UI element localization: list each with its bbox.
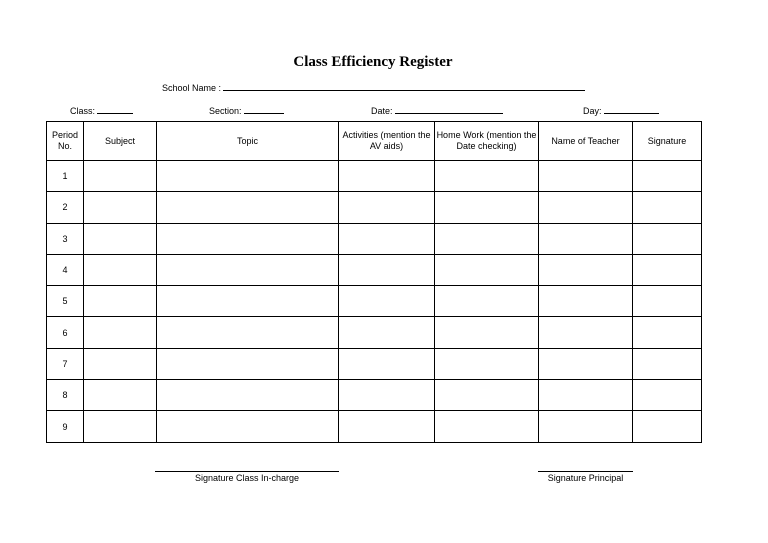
signature-principal-label: Signature Principal	[547, 473, 624, 483]
cell-activities[interactable]	[339, 286, 435, 317]
cell-period-no: 4	[47, 254, 84, 285]
cell-activities[interactable]	[339, 161, 435, 192]
cell-subject[interactable]	[84, 411, 157, 442]
cell-home-work[interactable]	[435, 161, 539, 192]
cell-subject[interactable]	[84, 348, 157, 379]
cell-signature[interactable]	[633, 223, 702, 254]
table-row	[47, 286, 702, 317]
cell-name-of-teacher[interactable]	[539, 286, 633, 317]
cell-activities[interactable]	[339, 411, 435, 442]
cell-home-work[interactable]	[435, 286, 539, 317]
cell-signature[interactable]	[633, 254, 702, 285]
cell-topic[interactable]	[157, 380, 339, 411]
table-row	[47, 380, 702, 411]
cell-period-no: 6	[47, 317, 84, 348]
section-label: Section:	[209, 106, 242, 116]
cell-home-work[interactable]	[435, 380, 539, 411]
cell-period-no: 8	[47, 380, 84, 411]
cell-name-of-teacher[interactable]	[539, 223, 633, 254]
header-period-no: Period No.	[47, 122, 84, 161]
cell-topic[interactable]	[157, 254, 339, 285]
header-signature: Signature	[633, 122, 702, 161]
cell-signature[interactable]	[633, 286, 702, 317]
cell-subject[interactable]	[84, 380, 157, 411]
cell-home-work[interactable]	[435, 317, 539, 348]
table-header-row	[47, 122, 702, 161]
cell-activities[interactable]	[339, 223, 435, 254]
cell-subject[interactable]	[84, 317, 157, 348]
signature-class-incharge	[155, 471, 339, 483]
cell-home-work[interactable]	[435, 254, 539, 285]
cell-activities[interactable]	[339, 254, 435, 285]
cell-period-no: 3	[47, 223, 84, 254]
signature-line	[538, 471, 633, 472]
cell-signature[interactable]	[633, 161, 702, 192]
header-topic: Topic	[157, 122, 339, 161]
cell-activities[interactable]	[339, 317, 435, 348]
cell-name-of-teacher[interactable]	[539, 348, 633, 379]
day-field	[583, 104, 659, 116]
cell-home-work[interactable]	[435, 223, 539, 254]
cell-name-of-teacher[interactable]	[539, 411, 633, 442]
cell-subject[interactable]	[84, 161, 157, 192]
table-row	[47, 161, 702, 192]
cell-name-of-teacher[interactable]	[539, 317, 633, 348]
cell-name-of-teacher[interactable]	[539, 254, 633, 285]
table-row	[47, 317, 702, 348]
class-field	[70, 104, 133, 116]
table-row	[47, 348, 702, 379]
register-table	[46, 121, 702, 443]
cell-period-no: 5	[47, 286, 84, 317]
date-field	[371, 104, 503, 116]
cell-subject[interactable]	[84, 223, 157, 254]
cell-home-work[interactable]	[435, 348, 539, 379]
signature-line	[155, 471, 339, 472]
signature-class-incharge-label: Signature Class In-charge	[194, 473, 300, 483]
cell-signature[interactable]	[633, 411, 702, 442]
cell-subject[interactable]	[84, 286, 157, 317]
date-label: Date:	[371, 106, 393, 116]
table-row	[47, 254, 702, 285]
page-title: Class Efficiency Register	[293, 54, 453, 70]
school-name-field	[162, 81, 585, 93]
cell-home-work[interactable]	[435, 411, 539, 442]
cell-topic[interactable]	[157, 223, 339, 254]
date-blank[interactable]	[395, 104, 503, 114]
cell-subject[interactable]	[84, 254, 157, 285]
cell-topic[interactable]	[157, 286, 339, 317]
header-name-of-teacher: Name of Teacher	[539, 122, 633, 161]
cell-activities[interactable]	[339, 380, 435, 411]
cell-topic[interactable]	[157, 192, 339, 223]
school-name-blank[interactable]	[223, 81, 585, 91]
section-field	[209, 104, 284, 116]
class-blank[interactable]	[97, 104, 133, 114]
cell-home-work[interactable]	[435, 192, 539, 223]
day-label: Day:	[583, 106, 602, 116]
school-name-label: School Name :	[162, 83, 222, 93]
cell-activities[interactable]	[339, 348, 435, 379]
cell-period-no: 9	[47, 411, 84, 442]
class-label: Class:	[70, 106, 96, 116]
signature-principal	[538, 471, 633, 483]
day-blank[interactable]	[604, 104, 659, 114]
header-home-work: Home Work (mention the Date checking)	[435, 122, 539, 161]
cell-topic[interactable]	[157, 161, 339, 192]
cell-activities[interactable]	[339, 192, 435, 223]
cell-name-of-teacher[interactable]	[539, 380, 633, 411]
cell-topic[interactable]	[157, 411, 339, 442]
cell-signature[interactable]	[633, 192, 702, 223]
cell-signature[interactable]	[633, 380, 702, 411]
cell-subject[interactable]	[84, 192, 157, 223]
cell-topic[interactable]	[157, 348, 339, 379]
section-blank[interactable]	[244, 104, 284, 114]
table-row	[47, 411, 702, 442]
header-activities: Activities (mention the AV aids)	[339, 122, 435, 161]
cell-topic[interactable]	[157, 317, 339, 348]
cell-signature[interactable]	[633, 348, 702, 379]
cell-name-of-teacher[interactable]	[539, 161, 633, 192]
cell-period-no: 1	[47, 161, 84, 192]
cell-signature[interactable]	[633, 317, 702, 348]
table-row	[47, 223, 702, 254]
cell-period-no: 7	[47, 348, 84, 379]
cell-period-no: 2	[47, 192, 84, 223]
table-row	[47, 192, 702, 223]
header-subject: Subject	[84, 122, 157, 161]
cell-name-of-teacher[interactable]	[539, 192, 633, 223]
